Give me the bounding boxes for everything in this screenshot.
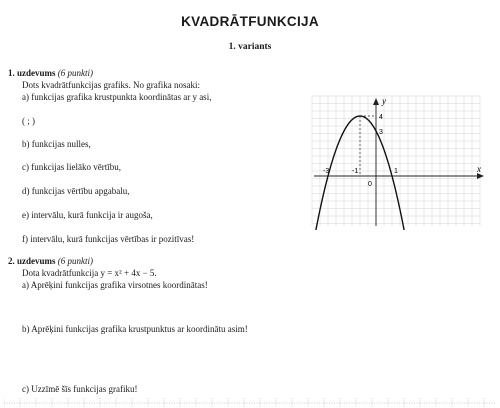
tick-label-x-1: 1 [394, 168, 398, 175]
answer-grid-row [4, 398, 496, 408]
task2-heading: 2. uzdevums [8, 256, 56, 266]
task1-item-c: c) funkcijas lielāko vērtību, [22, 162, 121, 172]
task2-intro: Dota kvadrātfunkcija y = x² + 4x − 5. [22, 268, 157, 278]
tick-label-x-neg1: -1 [352, 168, 359, 175]
x-axis-label: x [477, 164, 481, 174]
task2-item-c: c) Uzzīmē šīs funkcijas grafiku! [22, 384, 138, 394]
task1-heading-line [8, 68, 93, 79]
task1-heading: 1. uzdevums [8, 68, 56, 78]
parabola-graph [308, 92, 488, 230]
task1-item-b: b) funkcijas nulles, [22, 139, 91, 149]
y-axis-label: y [382, 96, 386, 106]
task1-answer-blank: ( ; ) [22, 116, 35, 126]
y-axis-arrow [373, 98, 379, 105]
tick-label-y-3: 3 [379, 129, 383, 136]
task1-item-d: d) funkcijas vērtību apgabalu, [22, 186, 130, 196]
page-title: KVADRĀTFUNKCIJA [181, 14, 319, 29]
task1-item-e: e) intervālu, kurā funkcija ir augoša, [22, 210, 153, 220]
tick-label-y-4: 4 [379, 114, 383, 121]
task2-item-b: b) Aprēķini funkcijas grafika krustpunktus ar koordinātu asim! [22, 324, 248, 334]
graph-grid [312, 96, 480, 226]
variant-label: 1. variants [228, 42, 272, 52]
task1-intro: Dots kvadrātfunkcijas grafiks. No grafika nosaki: [22, 80, 200, 90]
task1-item-f: f) intervālu, kurā funkcijas vērtības ir pozitīvas! [22, 234, 195, 244]
tick-label-x-neg3: -3 [323, 168, 330, 175]
tick-label-origin: 0 [368, 181, 372, 188]
task2-item-a: a) Aprēķini funkcijas grafika virsotnes koordinātas! [22, 280, 208, 290]
task1-points: (6 punkti) [57, 68, 94, 78]
task2-points: (6 punkti) [57, 256, 94, 266]
task2-heading-line [8, 256, 93, 267]
task1-item-a: a) funkcijas grafika krustpunkta koordinātas ar y asi, [22, 92, 212, 102]
